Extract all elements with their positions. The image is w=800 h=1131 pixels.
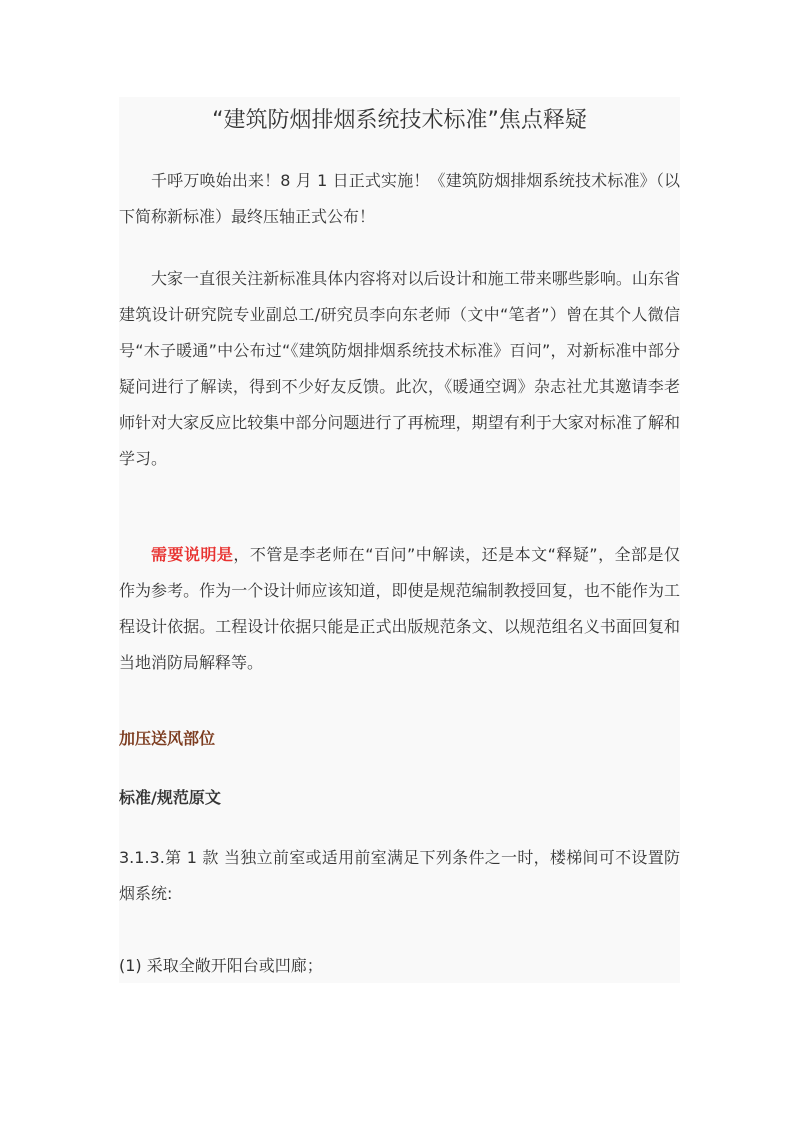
sub-heading: 标准/规范原文: [119, 788, 221, 807]
document-title: “建筑防烟排烟系统技术标准”焦点释疑: [212, 108, 587, 133]
background-paragraph: 大家一直很关注新标准具体内容将对以后设计和施工带来哪些影响。山东省建筑设计研究院专业副总工/研究员李向东老师（文中“笔者”）曾在其个人微信号“木子暖通”中公布过“《建筑防烟排烟系统技术标准》百问”，对新标准中部分疑问进行了解读，得到不少好友反馈。此次，《暖通空调》杂志社尤其邀请李老师针对大家反应比较集中部分问题进行了再梳理，期望有利于大家对标准了解和学习。: [119, 269, 680, 468]
clause-item: (1) 采取全敞开阳台或凹廊；: [119, 956, 323, 975]
section-heading: 加压送风部位: [119, 729, 216, 748]
note-text: ，不管是李老师在“百问”中解读，还是本文“释疑”，全部是仅作为参考。作为一个设计师应该知道，即使是规范编制教授回复，也不能作为工程设计依据。工程设计依据只能是正式出版规范条文、以规范组名义书面回复和当地消防局解释等。: [119, 545, 680, 672]
note-highlight: 需要说明是: [151, 545, 234, 564]
intro-paragraph: 千呼万唤始出来！8 月 1 日正式实施！《建筑防烟排烟系统技术标准》（以下简称新标准）最终压轴正式公布！: [119, 171, 680, 226]
clause-text: 3.1.3.第 1 款 当独立前室或适用前室满足下列条件之一时，楼梯间可不设置防烟系统:: [119, 848, 680, 903]
note-paragraph: [119, 537, 680, 681]
